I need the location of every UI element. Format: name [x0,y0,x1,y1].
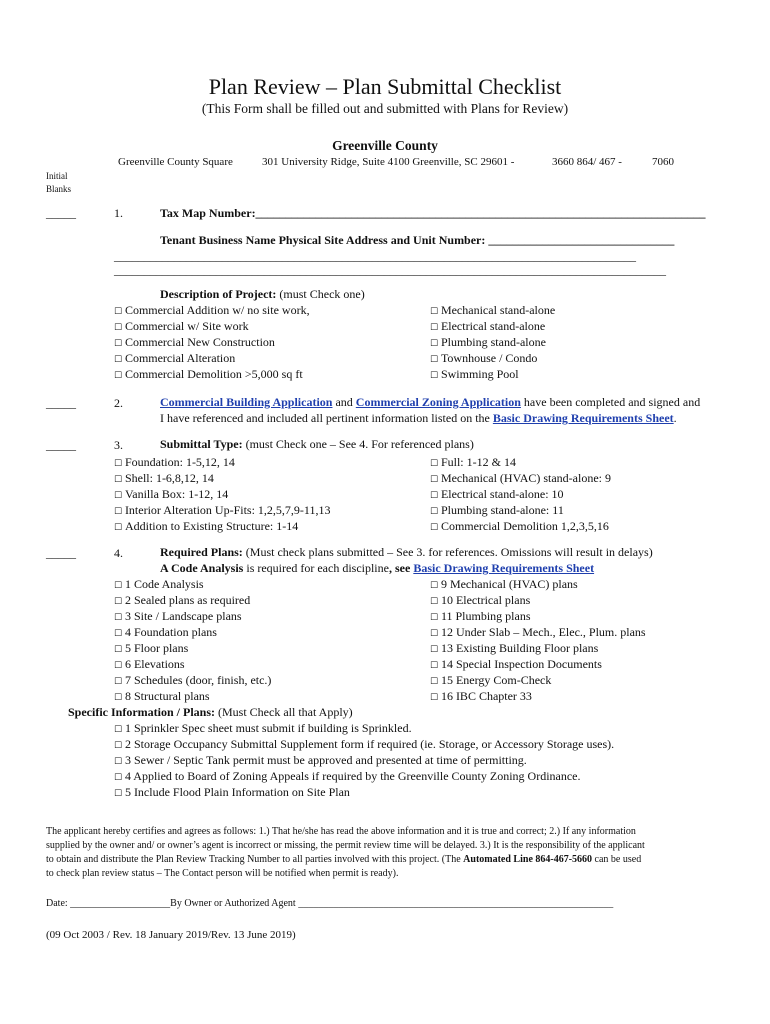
submittal-type-option[interactable]: ☐ Interior Alteration Up-Fits: 1,2,5,7,9-11,13 [114,503,330,518]
submittal-type-option[interactable]: ☐ Plumbing stand-alone: 11 [430,503,564,518]
description-option[interactable]: ☐ Plumbing stand-alone [430,335,546,350]
required-plan-option[interactable]: ☐ 10 Electrical plans [430,593,530,608]
required-plan-option[interactable]: ☐ 16 IBC Chapter 33 [430,689,532,704]
tenant-address-field[interactable]: Tenant Business Name Physical Site Address and Unit Number: _______________________________ [160,233,675,247]
revision-note: (09 Oct 2003 / Rev. 18 January 2019/Rev. 13 June 2019) [46,929,296,941]
certification-line: to check plan review status – The Contact person will be notified when permit is ready). [46,868,399,879]
certification-line: to obtain and distribute the Plan Review Tracking Number to all parties involved with this project. (The Automated Line 864-467-5660 can be used [46,854,642,865]
required-plan-option[interactable]: ☐ 11 Plumbing plans [430,609,531,624]
specific-info-option[interactable]: ☐ 5 Include Flood Plain Information on Site Plan [114,785,350,800]
address-street: 301 University Ridge, Suite 4100 Greenville, SC 29601 - [262,156,515,168]
phone-suffix: 7060 [652,156,674,168]
required-plan-option[interactable]: ☐ 14 Special Inspection Documents [430,657,602,672]
description-option[interactable]: ☐ Commercial Alteration [114,351,235,366]
code-analysis-note: A Code Analysis is required for each discipline, see Basic Drawing Requirements Sheet [160,561,595,575]
required-plan-option[interactable]: ☐ 12 Under Slab – Mech., Elec., Plum. plans [430,625,646,640]
phone-prefix: 3660 864/ 467 - [552,156,622,168]
specific-info-option[interactable]: ☐ 3 Sewer / Septic Tank permit must be approved and presented at time of permitting. [114,753,527,768]
specific-info-option[interactable]: ☐ 1 Sprinkler Spec sheet must submit if building is Sprinkled. [114,721,412,736]
required-plans-heading: Required Plans: (Must check plans submitted – See 3. for references. Omissions will result in delays) [160,545,653,559]
description-heading: Description of Project: (must Check one) [160,287,365,301]
submittal-type-option[interactable]: ☐ Shell: 1-6,8,12, 14 [114,471,214,486]
automated-line-number: Automated Line 864-467-5660 [463,854,593,865]
county-name: Greenville County [332,138,438,153]
commercial-building-application-link[interactable]: Commercial Building Application [160,395,333,409]
submittal-type-option[interactable]: ☐ Addition to Existing Structure: 1-14 [114,519,298,534]
description-option[interactable]: ☐ Commercial New Construction [114,335,275,350]
description-option[interactable]: ☐ Commercial Addition w/ no site work, [114,303,310,318]
submittal-type-option[interactable]: ☐ Full: 1-12 & 14 [430,455,516,470]
page-title: Plan Review – Plan Submittal Checklist [208,74,562,99]
submittal-type-option[interactable]: ☐ Mechanical (HVAC) stand-alone: 9 [430,471,611,486]
initial-blanks-label: Initial Blanks [46,171,72,194]
required-plan-option[interactable]: ☐ 5 Floor plans [114,641,188,656]
page-subtitle: (This Form shall be filled out and submitted with Plans for Review) [201,101,569,116]
required-plan-option[interactable]: ☐ 2 Sealed plans as required [114,593,250,608]
required-plan-option[interactable]: ☐ 9 Mechanical (HVAC) plans [430,577,578,592]
description-option[interactable]: ☐ Commercial w/ Site work [114,319,249,334]
item-2-line-1: Commercial Building Application and Commercial Zoning Application have been completed and signed and [160,395,701,409]
initial-blank-1[interactable]: _____ [46,206,76,220]
description-option[interactable]: ☐ Commercial Demolition >5,000 sq ft [114,367,303,382]
basic-drawing-requirements-link[interactable]: Basic Drawing Requirements Sheet [492,411,674,425]
initial-blank-4[interactable]: _____ [46,546,76,560]
address-line-3[interactable]: ____________________________________________________________________________________________ [114,263,666,277]
tax-map-number-field[interactable]: Tax Map Number:___________________________________________________________________________ [160,206,706,220]
required-plan-option[interactable]: ☐ 3 Site / Landscape plans [114,609,242,624]
specific-info-heading: Specific Information / Plans: (Must Check all that Apply) [68,705,353,719]
item-3-number: 3. [114,438,123,452]
certification-line: The applicant hereby certifies and agrees as follows: 1.) That he/she has read the above information and it is true and correct; 2.) If any information [46,826,636,837]
item-2-line-2: I have referenced and included all pertinent information listed on the Basic Drawing Requirements Sheet. [160,411,677,425]
required-plan-option[interactable]: ☐ 4 Foundation plans [114,625,217,640]
required-plan-option[interactable]: ☐ 15 Energy Com-Check [430,673,551,688]
initial-blank-3[interactable]: _____ [46,438,76,452]
submittal-type-option[interactable]: ☐ Electrical stand-alone: 10 [430,487,564,502]
basic-drawing-requirements-link[interactable]: Basic Drawing Requirements Sheet [413,561,595,575]
address-line-2[interactable]: _______________________________________________________________________________________ [114,249,636,263]
certification-line: supplied by the owner and/ or owner’s agent is incorrect or missing, the permit review time will be delayed. 3.) It is the responsibility of the applicant [46,840,645,851]
required-plan-option[interactable]: ☐ 8 Structural plans [114,689,210,704]
submittal-type-option[interactable]: ☐ Foundation: 1-5,12, 14 [114,455,235,470]
item-4-number: 4. [114,546,123,560]
required-plan-option[interactable]: ☐ 6 Elevations [114,657,185,672]
required-plan-option[interactable]: ☐ 13 Existing Building Floor plans [430,641,598,656]
description-option[interactable]: ☐ Electrical stand-alone [430,319,545,334]
item-1-number: 1. [114,206,123,220]
required-plan-option[interactable]: ☐ 7 Schedules (door, finish, etc.) [114,673,271,688]
required-plan-option[interactable]: ☐ 1 Code Analysis [114,577,204,592]
specific-info-option[interactable]: ☐ 2 Storage Occupancy Submittal Supplement form if required (ie. Storage, or Accessory Storage uses). [114,737,614,752]
initial-blank-2[interactable]: _____ [46,396,76,410]
submittal-type-heading: Submittal Type: (must Check one – See 4. For referenced plans) [160,437,474,451]
date-signature-field[interactable]: Date: ____________________By Owner or Authorized Agent _______________________________________________________________ [46,898,614,909]
address-building: Greenville County Square [118,156,233,168]
commercial-zoning-application-link[interactable]: Commercial Zoning Application [355,395,521,409]
submittal-type-option[interactable]: ☐ Commercial Demolition 1,2,3,5,16 [430,519,609,534]
description-option[interactable]: ☐ Swimming Pool [430,367,519,382]
description-option[interactable]: ☐ Mechanical stand-alone [430,303,555,318]
item-2-number: 2. [114,396,123,410]
description-option[interactable]: ☐ Townhouse / Condo [430,351,537,366]
specific-info-option[interactable]: ☐ 4 Applied to Board of Zoning Appeals if required by the Greenville County Zoning Ordinance. [114,769,581,784]
submittal-type-option[interactable]: ☐ Vanilla Box: 1-12, 14 [114,487,228,502]
